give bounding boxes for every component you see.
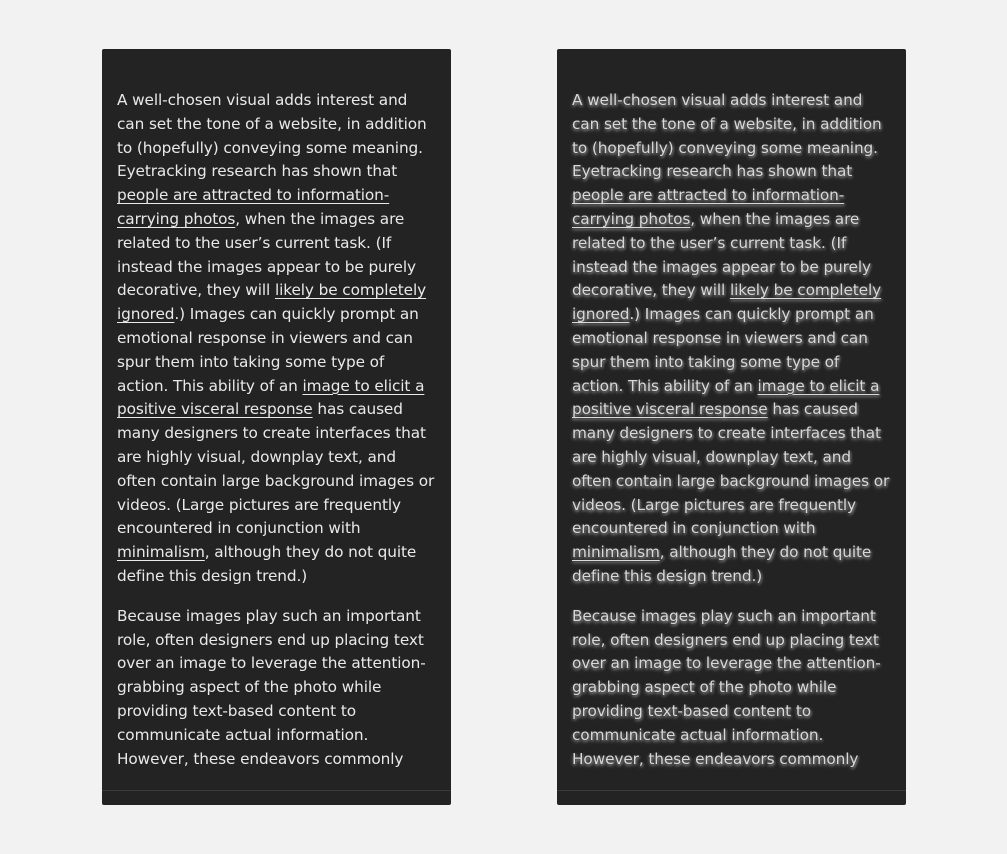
article-text	[117, 89, 439, 787]
link-attracted-photos[interactable]: people are attracted to information-carrying photos	[117, 186, 390, 228]
divider	[557, 790, 906, 791]
shadowed-text-panel	[557, 49, 906, 805]
link-visceral-response[interactable]: image to elicit a positive visceral response	[117, 376, 425, 419]
link-likely-ignored[interactable]: likely be completely ignored	[117, 281, 427, 324]
article-paragraph-1: A well-chosen visual adds interest and can set the tone of a website, in addition to (hopefully) conveying some meaning. Eyetracking research has shown that people are attracted to information-carrying photos, when the images are related to the user’s current task. (If instead the images appear to be purely decorative, they will likely be completely ignored.) Images can quickly prompt an emotional response in viewers and can spur them into taking some type of action. This ability of an image to elicit a positive visceral response has caused many designers to create interfaces that are highly visual, downplay text, and often contain large background images or videos. (Large pictures are frequently encountered in conjunction with minimalism, although they do not quite define this design trend.)	[117, 91, 435, 585]
divider	[102, 790, 451, 791]
plain-text-panel	[102, 49, 451, 805]
article-paragraph-2: Because images play such an important role, often designers end up placing text over an image to leverage the attention-grabbing aspect of the photo while providing text-based content to communicate actual information. However, these endeavors commonly	[117, 606, 426, 768]
link-minimalism[interactable]: minimalism	[117, 543, 205, 562]
link-likely-ignored[interactable]: likely be completely ignored	[572, 281, 882, 324]
article-paragraph-1: A well-chosen visual adds interest and can set the tone of a website, in addition to (hopefully) conveying some meaning. Eyetracking research has shown that people are attracted to information-carrying photos, when the images are related to the user’s current task. (If instead the images appear to be purely decorative, they will likely be completely ignored.) Images can quickly prompt an emotional response in viewers and can spur them into taking some type of action. This ability of an image to elicit a positive visceral response has caused many designers to create interfaces that are highly visual, downplay text, and often contain large background images or videos. (Large pictures are frequently encountered in conjunction with minimalism, although they do not quite define this design trend.)	[572, 91, 890, 585]
link-attracted-photos[interactable]: people are attracted to information-carrying photos	[572, 186, 845, 228]
article-paragraph-2: Because images play such an important role, often designers end up placing text over an image to leverage the attention-grabbing aspect of the photo while providing text-based content to communicate actual information. However, these endeavors commonly	[572, 606, 881, 768]
link-minimalism[interactable]: minimalism	[572, 543, 660, 562]
article-text-shadowed	[572, 89, 894, 787]
link-visceral-response[interactable]: image to elicit a positive visceral response	[572, 376, 880, 419]
